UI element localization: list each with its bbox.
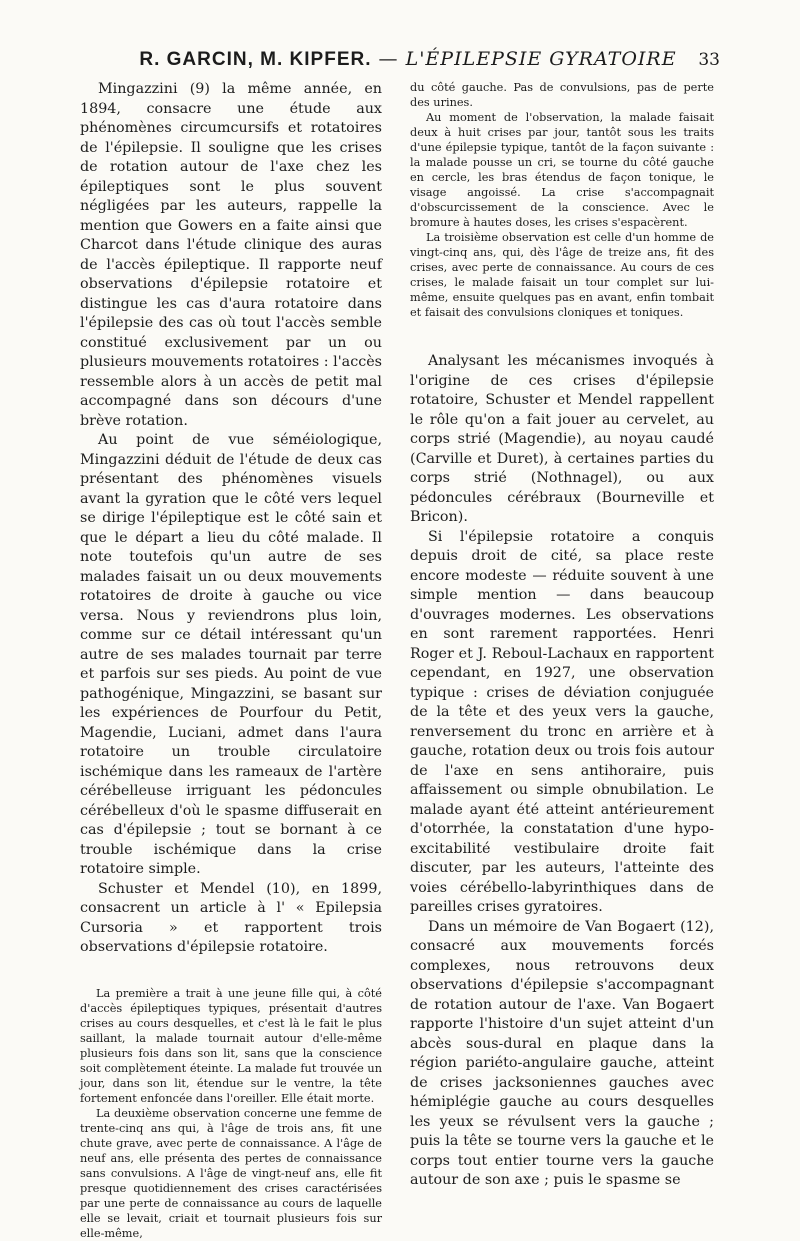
case-note: La deuxième observation concerne une femme de trente-cinq ans qui, à l'âge de trois ans, fit une chute grave, avec perte de connaissance. A l'âge de neuf ans, elle présenta des pertes de connaissance sans convulsions. A l'âge de vingt-neuf ans, elle fit presque quotidiennement des crises caractérisées par une perte de connaissance au cours de laquelle elle se levait, criait et tournait plusieurs fois sur elle-même,: [80, 1106, 382, 1240]
main-text-right: [410, 352, 714, 1191]
body-paragraph: Au point de vue séméiologique, Mingazzini déduit de l'étude de deux cas présentant des phénomènes visuels avant la gyration que le côté vers lequel se dirige l'épileptique est le côté sain et que le départ a lieu du côté malade. Il note toutefois qu'un autre de ses malades faisait un ou deux mouvements rotatoires de droite à gauche ou vice versa. Nous y reviendrons plus loin, comme sur ce détail intéressant qu'un autre de ses malades tournait par terre et parfois sur ses pieds. Au point de vue pathogénique, Mingazzini, se basant sur les expériences de Pourfour du Petit, Magendie, Luciani, admet dans l'aura rotatoire un trouble circulatoire ischémique dans les rameaux de l'artère cérébelleuse irriguant les pédoncules cérébelleux d'où le spasme diffuserait en cas d'épilepsie ; tout se bornant à ce trouble ischémique dans la crise rotatoire simple.: [80, 432, 382, 877]
header-separator: —: [378, 48, 399, 70]
body-paragraph: Analysant les mécanismes invoqués à l'origine de ces crises d'épilepsie rotatoire, Schuster et Mendel rappellent le rôle qu'on a fait jouer au cervelet, au corps strié (Magendie), au noyau caudé (Carville et Duret), à certaines parties du corps strié (Nothnagel), ou aux pédoncules cérébraux (Bourneville et Bricon).: [410, 353, 714, 525]
right-column: [410, 80, 714, 1191]
case-note: Au moment de l'observation, la malade faisait deux à huit crises par jour, tantôt sous les traits d'une épilepsie typique, tantôt de la façon suivante : la malade pousse un cri, se tourne du côté gauche en cercle, les bras étendus de façon tonique, le visage angoissé. La crise s'accompagnait d'obscurcissement de la conscience. Avec le bromure à hautes doses, les crises s'espacèrent.: [410, 111, 714, 229]
header-authors: R. GARCIN, M. KIPFER.: [139, 49, 372, 70]
case-note: La première a trait à une jeune fille qui, à côté d'accès épileptiques typiques, présentait d'autres crises au cours desquelles, et c'est là le fait le plus saillant, la malade tournait autour d'elle-même plusieurs fois dans son lit, sans que la conscience soit complètement éteinte. La malade fut trouvée un jour, dans son lit, étendue sur le ventre, la tête fortement enfoncée dans l'oreiller. Elle était morte.: [80, 986, 382, 1105]
page-number: 33: [698, 50, 720, 70]
body-paragraph: Mingazzini (9) la même année, en 1894, consacre une étude aux phénomènes circumcursifs et rotatoires de l'épilepsie. Il souligne que les crises de rotation autour de l'axe chez les épileptiques sont le plus souvent négligées par les auteurs, rappelle la mention que Gowers en a faite ainsi que Charcot dans l'étude clinique des auras de l'accès épileptique. Il rapporte neuf observations d'épilepsie rotatoire et distingue les cas d'aura rotatoire dans l'épilepsie des cas où tout l'accès semble constitué exclusivement par un ou plusieurs mouvements rotatoires : l'accès ressemble alors à un accès de petit mal accompagné dans son décours d'une brève rotation.: [80, 81, 383, 429]
left-column: [80, 80, 382, 1241]
case-notes-continued: [410, 80, 714, 320]
case-notes: [80, 986, 382, 1241]
body-paragraph: Schuster et Mendel (10), en 1899, consacrent un article à l' « Epilepsia Cursoria » et rapportent trois observations d'épilepsie rotatoire.: [80, 880, 382, 955]
running-head: [138, 48, 678, 71]
running-header: [100, 46, 720, 80]
header-title: L'ÉPILEPSIE GYRATOIRE: [405, 48, 677, 70]
body-paragraph: Si l'épilepsie rotatoire a conquis depuis droit de cité, sa place reste encore modeste — réduite souvent à une simple mention — dans beaucoup d'ouvrages modernes. Les observations en sont rarement rapportées. Henri Roger et J. Reboul-Lachaux en rapportent cependant, en 1927, une observation typique : crises de déviation conjuguée de la tête et des yeux vers la gauche, renversement du tronc en arrière et à gauche, rotation deux ou trois fois autour de l'axe en sens antihoraire, puis affaissement ou simple obnubilation. Le malade ayant été atteint antérieurement d'otorrhée, la constatation d'une hypo-excitabilité vestibulaire droite fait discuter, par les auteurs, l'atteinte des voies cérébello-labyrinthiques dans de pareilles crises gyratoires.: [410, 528, 714, 915]
case-note: du côté gauche. Pas de convulsions, pas de perte des urines.: [410, 81, 714, 109]
case-note: La troisième observation est celle d'un homme de vingt-cinq ans, qui, dès l'âge de treize ans, fit des crises, avec perte de connaissance. Au cours de ces crises, le malade faisait un tour complet sur lui-même, ensuite quelques pas en avant, enfin tombait et faisait des convulsions cloniques et toniques.: [410, 231, 714, 319]
body-paragraph: Dans un mémoire de Van Bogaert (12), consacré aux mouvements forcés complexes, nous retrouvons deux observations d'épilepsie s'accompagnant de rotation autour de l'axe. Van Bogaert rapporte l'histoire d'un sujet atteint d'un abcès sous-dural en plaque dans la région pariéto-angulaire gauche, atteint de crises jacksoniennes gauches avec hémiplégie gauche au cours desquelles les yeux se révulsent vers la gauche ; puis la tête se tourne vers la gauche et le corps tout entier tourne vers la gauche autour de son axe ; puis le spasme se: [410, 918, 714, 1188]
